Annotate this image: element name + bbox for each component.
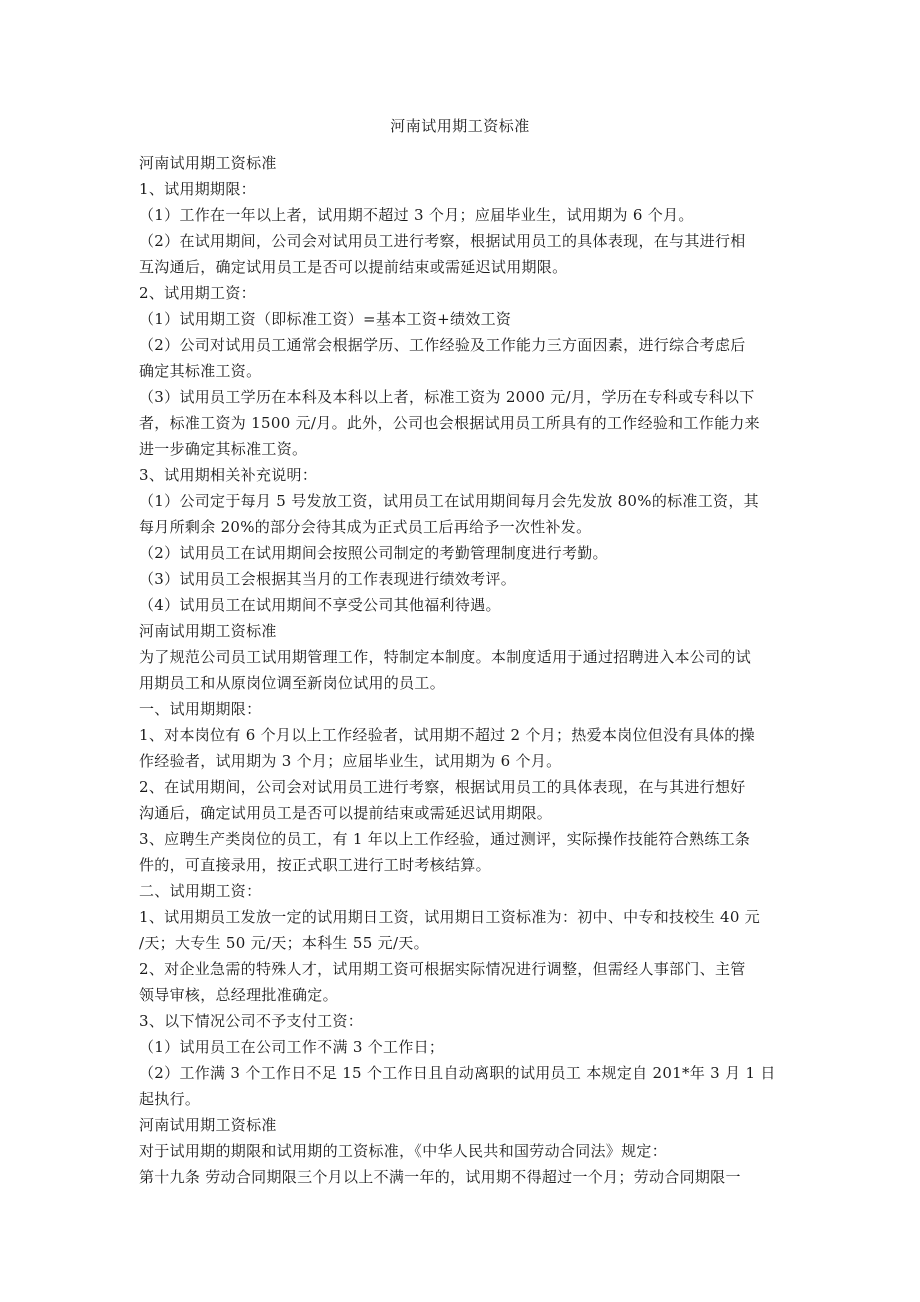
- text-line: 每月所剩余 20%的部分会待其成为正式员工后再给予一次性补发。: [139, 518, 592, 536]
- text-line: 作经验者，试用期为 3 个月；应届毕业生，试用期为 6 个月。: [139, 752, 562, 770]
- text-line: 对于试用期的期限和试用期的工资标准，《中华人民共和国劳动合同法》规定：: [139, 1142, 668, 1160]
- text-line: 互沟通后，确定试用员工是否可以提前结束或需延迟试用期限。: [139, 258, 568, 276]
- text-line: 件的，可直接录用，按正式职工进行工时考核结算。: [139, 856, 491, 874]
- document-body: [139, 150, 783, 1190]
- text-line: 1、对本岗位有 6 个月以上工作经验者，试用期不超过 2 个月；热爱本岗位但没有具体的操: [139, 726, 755, 744]
- text-line: （2）试用员工在试用期间会按照公司制定的考勤管理制度进行考勤。: [139, 544, 608, 562]
- document-title: 河南试用期工资标准: [390, 117, 530, 135]
- text-line: 领导审核，总经理批准确定。: [139, 986, 338, 1004]
- text-line: /天；大专生 50 元/天；本科生 55 元/天。: [139, 934, 429, 952]
- text-line: 二、试用期工资：: [139, 882, 262, 900]
- text-line: 一、试用期期限：: [139, 700, 262, 718]
- text-line: 第十九条 劳动合同期限三个月以上不满一年的，试用期不得超过一个月；劳动合同期限一: [139, 1168, 741, 1186]
- text-line: 2、在试用期间，公司会对试用员工进行考察，根据试用员工的具体表现，在与其进行想好: [139, 778, 746, 796]
- text-line: （2）工作满 3 个工作日不足 15 个工作日且自动离职的试用员工 本规定自 201*年 3 月 1 日: [139, 1064, 776, 1082]
- text-line: （1）试用员工在公司工作不满 3 个工作日；: [139, 1038, 445, 1056]
- text-line: 为了规范公司员工试用期管理工作，特制定本制度。本制度适用于通过招聘进入本公司的试: [139, 648, 752, 666]
- text-line: 用期员工和从原岗位调至新岗位试用的员工。: [139, 674, 446, 692]
- text-line: 3、应聘生产类岗位的员工，有 1 年以上工作经验，通过测评，实际操作技能符合熟练工条: [139, 830, 751, 848]
- text-line: 1、试用期期限：: [139, 180, 256, 198]
- text-line: （3）试用员工会根据其当月的工作表现进行绩效考评。: [139, 570, 517, 588]
- text-line: 2、对企业急需的特殊人才，试用期工资可根据实际情况进行调整，但需经人事部门、主管: [139, 960, 746, 978]
- text-line: 确定其标准工资。: [139, 362, 262, 380]
- text-line: （1）工作在一年以上者，试用期不超过 3 个月；应届毕业生，试用期为 6 个月。: [139, 206, 694, 224]
- text-line: （1）试用期工资（即标准工资）=基本工资+绩效工资: [139, 310, 512, 328]
- text-line: 起执行。: [139, 1090, 201, 1108]
- text-line: （1）公司定于每月 5 号发放工资，试用员工在试用期间每月会先发放 80%的标准工资，其: [139, 492, 759, 510]
- text-line: 河南试用期工资标准: [139, 622, 277, 640]
- text-line: （2）在试用期间，公司会对试用员工进行考察，根据试用员工的具体表现，在与其进行相: [139, 232, 746, 250]
- text-line: （3）试用员工学历在本科及本科以上者，标准工资为 2000 元/月，学历在专科或专科以下: [139, 388, 755, 406]
- text-line: 沟通后，确定试用员工是否可以提前结束或需延迟试用期限。: [139, 804, 553, 822]
- text-line: 3、以下情况公司不予支付工资：: [139, 1012, 364, 1030]
- text-line: （4）试用员工在试用期间不享受公司其他福利待遇。: [139, 596, 501, 614]
- text-line: 2、试用期工资：: [139, 284, 256, 302]
- text-line: 河南试用期工资标准: [139, 154, 277, 172]
- text-line: 者，标准工资为 1500 元/月。此外，公司也会根据试用员工所具有的工作经验和工作能力来: [139, 414, 760, 432]
- text-line: 3、试用期相关补充说明：: [139, 466, 318, 484]
- text-line: （2）公司对试用员工通常会根据学历、工作经验及工作能力三方面因素，进行综合考虑后: [139, 336, 746, 354]
- text-line: 河南试用期工资标准: [139, 1116, 277, 1134]
- text-line: 进一步确定其标准工资。: [139, 440, 308, 458]
- text-line: 1、试用期员工发放一定的试用期日工资，试用期日工资标准为：初中、中专和技校生 40 元: [139, 908, 761, 926]
